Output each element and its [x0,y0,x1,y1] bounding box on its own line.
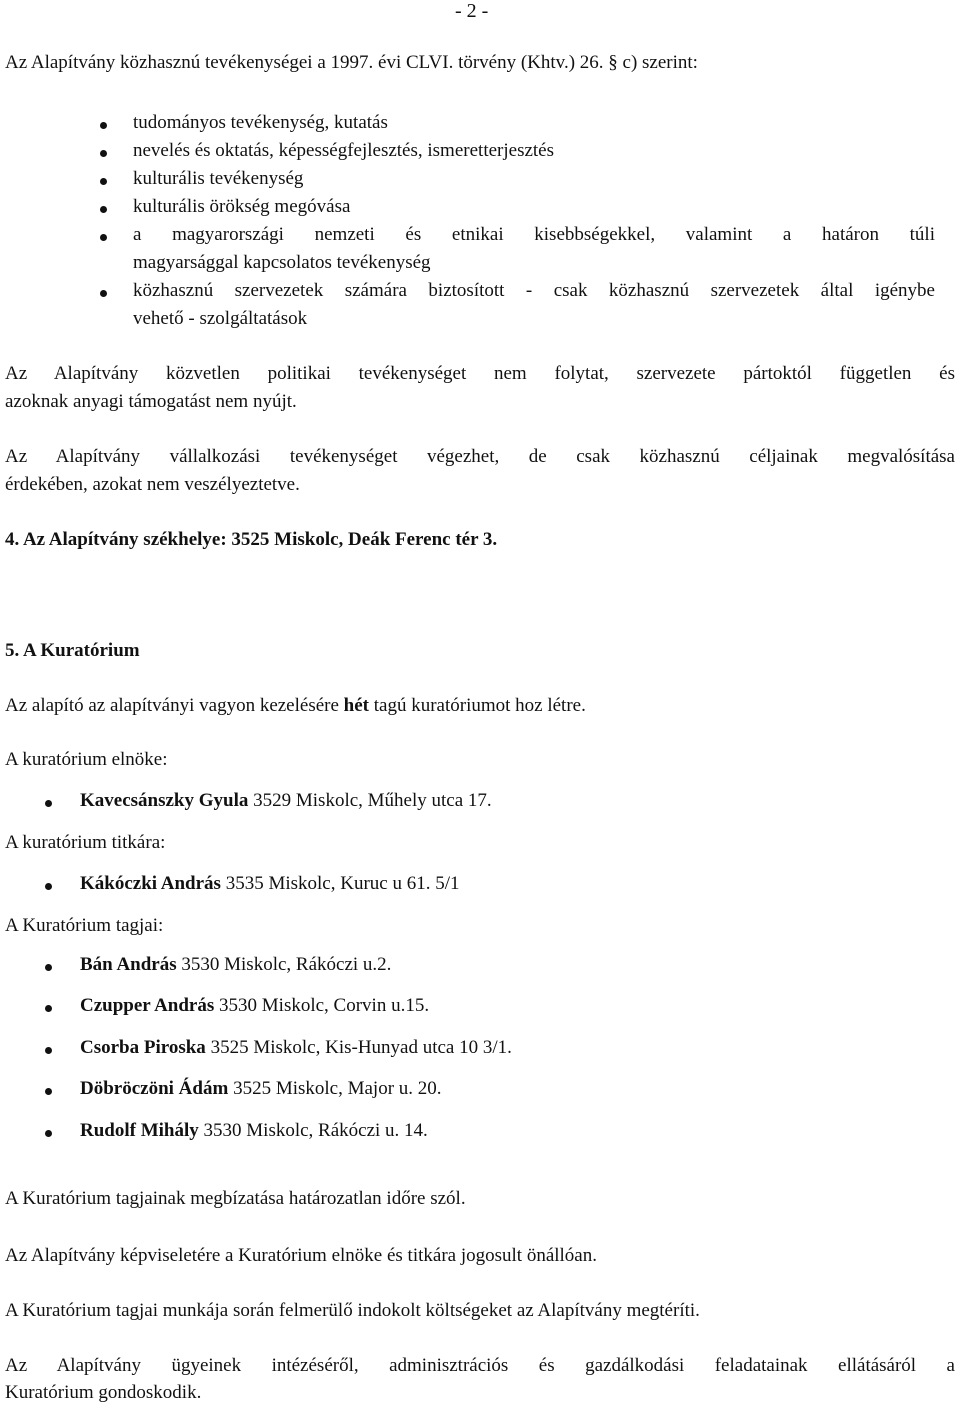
secretary-label: A kuratórium titkára: [5,832,166,853]
founder-sentence-after: tagú kuratóriumot hoz létre. [369,695,586,716]
chair-address: 3529 Miskolc, Műhely utca 17. [248,790,492,811]
final-paragraph-line-2: Kuratórium gondoskodik. [5,1382,202,1403]
list-item-continuation: vehető - szolgáltatások [133,308,308,329]
list-item: kulturális örökség megóvása [133,196,351,217]
member-address: 3530 Miskolc, Corvin u.15. [214,995,430,1016]
secretary-entry [80,873,460,895]
bullet-icon [45,1088,52,1095]
bullet-icon [45,800,52,807]
bullet-icon [45,964,52,971]
member-address: 3530 Miskolc, Rákóczi u. 14. [198,1120,428,1141]
bullet-icon [45,1047,52,1054]
section-4-heading: 4. Az Alapítvány székhelye: 3525 Miskolc, Deák Ferenc tér 3. [5,529,498,550]
bullet-icon [100,234,107,241]
members-label: A Kuratórium tagjai: [5,915,164,936]
paragraph-politics-line-2: azoknak anyagi támogatást nem nyújt. [5,391,297,412]
bullet-icon [45,883,52,890]
founder-sentence-before: Az alapító az alapítványi vagyon kezelésére [5,695,344,716]
member-entry [80,1037,512,1059]
closing-representation: Az Alapítvány képviseletére a Kuratórium elnöke és titkára jogosult önállóan. [5,1245,597,1266]
member-address: 3525 Miskolc, Major u. 20. [228,1078,442,1099]
member-address: 3525 Miskolc, Kis-Hunyad utca 10 3/1. [205,1037,512,1058]
bullet-icon [45,1130,52,1137]
paragraph-politics-line-1: Az Alapítvány közvetlen politikai tevékenységet nem folytat, szervezete pártoktól független és [5,363,955,384]
bullet-icon [45,1005,52,1012]
chair-name: Kavecsánszky Gyula [80,790,249,811]
list-item: közhasznú szervezetek számára biztosított - csak közhasznú szervezetek által igénybe [133,280,935,301]
paragraph-business-line-2: érdekében, azokat nem veszélyeztetve. [5,474,300,495]
bullet-icon [100,290,107,297]
closing-mandate: A Kuratórium tagjainak megbízatása határozatlan időre szól. [5,1188,466,1209]
member-entry [80,995,429,1017]
list-item: tudományos tevékenység, kutatás [133,112,388,133]
section-5-heading: 5. A Kuratórium [5,640,140,661]
member-name: Czupper András [80,995,215,1016]
page-number: - 2 - [455,0,489,22]
member-name: Csorba Piroska [80,1037,206,1058]
list-item: a magyarországi nemzeti és etnikai kisebbségekkel, valamint a határon túli [133,224,935,245]
member-name: Bán András [80,954,177,975]
bullet-icon [100,122,107,129]
list-item: nevelés és oktatás, képességfejlesztés, ismeretterjesztés [133,140,554,161]
final-paragraph-line-1: Az Alapítvány ügyeinek intézéséről, adminisztrációs és gazdálkodási feladatainak ellátásáról a [5,1355,955,1376]
chair-entry [80,790,492,812]
intro-text: Az Alapítvány közhasznú tevékenységei a 1997. évi CLVI. törvény (Khtv.) 26. § c) szerint: [5,52,698,73]
member-entry [80,1120,428,1142]
founder-sentence-count: hét [343,695,369,716]
member-entry [80,1078,442,1100]
bullet-icon [100,206,107,213]
closing-costs: A Kuratórium tagjai munkája során felmerülő indokolt költségeket az Alapítvány megtéríti. [5,1300,700,1321]
paragraph-business-line-1: Az Alapítvány vállalkozási tevékenységet végezhet, de csak közhasznú céljainak megvalósítása [5,446,955,467]
member-name: Döbröczöni Ádám [80,1078,229,1099]
bullet-icon [100,150,107,157]
bullet-icon [100,178,107,185]
list-item-continuation: magyarsággal kapcsolatos tevékenység [133,252,431,273]
secretary-name: Kákóczki András [80,873,221,894]
founder-sentence [5,695,955,717]
list-item: kulturális tevékenység [133,168,304,189]
member-entry [80,954,391,976]
chair-label: A kuratórium elnöke: [5,749,168,770]
secretary-address: 3535 Miskolc, Kuruc u 61. 5/1 [220,873,460,894]
member-address: 3530 Miskolc, Rákóczi u.2. [176,954,392,975]
member-name: Rudolf Mihály [80,1120,199,1141]
